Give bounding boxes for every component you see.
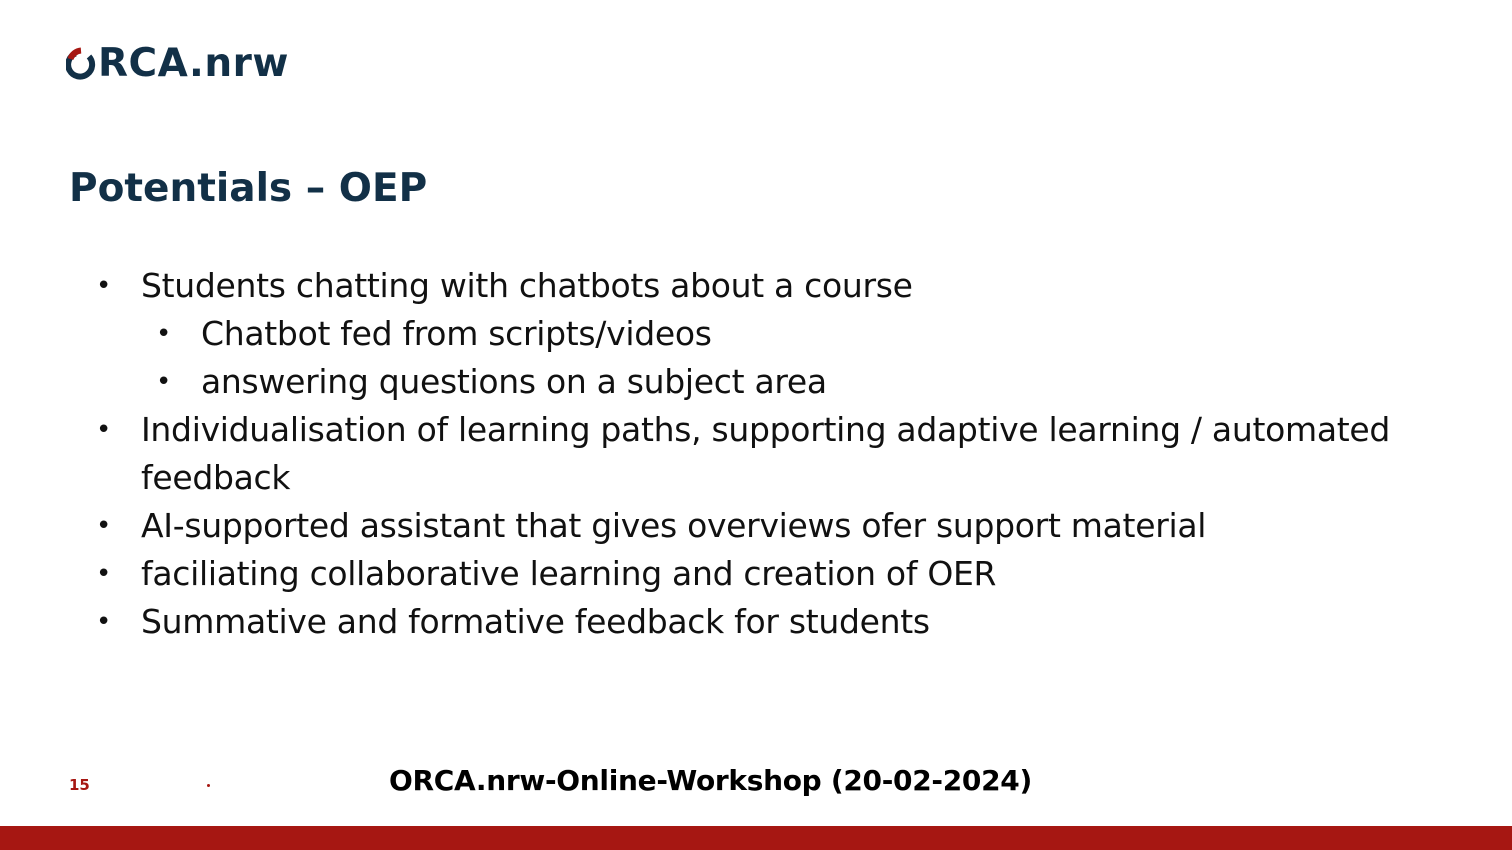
bullet-text: AI-supported assistant that gives overviews ofer support material (141, 506, 1207, 545)
bullet-dot-icon: • (96, 511, 112, 541)
bullet-dot-icon: • (156, 319, 172, 349)
orca-o-ring-icon (66, 44, 96, 82)
bullet-dot-icon: • (96, 607, 112, 637)
bullet-text: Students chatting with chatbots about a course (141, 266, 913, 305)
footer-dot (207, 784, 210, 787)
footer-event-title: ORCA.nrw-Online-Workshop (20-02-2024) (389, 764, 1032, 797)
slide-number: 15 (69, 776, 90, 794)
bullet-dot-icon: • (96, 415, 112, 445)
bullet-item (92, 262, 1422, 310)
sub-bullet-item (152, 310, 1422, 358)
bullet-text: faciliating collaborative learning and creation of OER (141, 554, 997, 593)
orca-logo (66, 40, 289, 86)
bullet-dot-icon: • (156, 367, 172, 397)
bullet-text: Summative and formative feedback for students (141, 602, 930, 641)
bullet-text: Chatbot fed from scripts/videos (201, 314, 712, 353)
bullet-item (92, 406, 1422, 502)
bullet-dot-icon: • (96, 559, 112, 589)
bullet-item (92, 598, 1422, 646)
logo-text: RCA.nrw (98, 40, 289, 86)
bullet-text: Individualisation of learning paths, supporting adaptive learning / automated feedback (141, 410, 1391, 497)
sub-bullet-item (152, 358, 1422, 406)
bullet-list (92, 262, 1422, 646)
bullet-text: answering questions on a subject area (201, 362, 827, 401)
slide-title: Potentials – OEP (69, 166, 428, 211)
bullet-dot-icon: • (96, 271, 112, 301)
bullet-item (92, 550, 1422, 598)
footer-bar (0, 826, 1512, 850)
bullet-item (92, 502, 1422, 550)
